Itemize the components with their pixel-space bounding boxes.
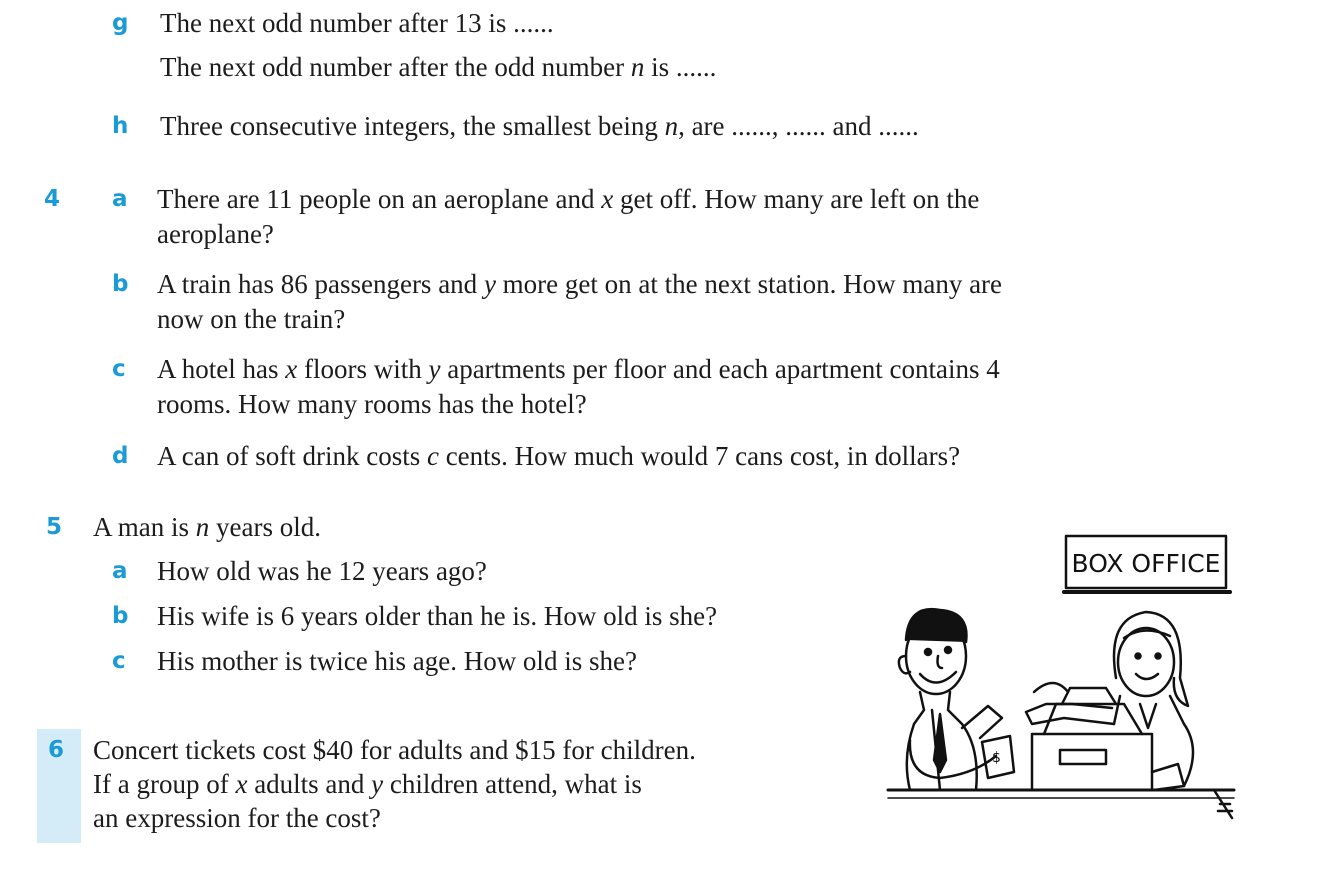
q4a-var: x (601, 184, 614, 214)
q4b-line1 (157, 268, 1002, 300)
q4c-pre: A hotel has (157, 354, 286, 384)
q3g-line2-var: n (630, 52, 645, 82)
woman-head (1118, 628, 1174, 696)
q3h-label: h (112, 113, 129, 139)
q6-var1: x (235, 769, 248, 799)
q3h-var: n (664, 111, 679, 141)
q3g-label: g (112, 10, 129, 36)
q5a-text: How old was he 12 years ago? (157, 556, 487, 586)
q5-stem-var: n (195, 512, 210, 542)
q6-number: 6 (48, 737, 65, 763)
q4d-post: cents. How much would 7 cans cost, in dollars? (438, 441, 961, 471)
box-office-cartoon (884, 528, 1240, 832)
q4d-label: d (112, 443, 129, 469)
q4c-line1 (157, 353, 1000, 385)
ticket-text: $ (992, 750, 1001, 766)
q4d-text (157, 440, 960, 472)
q4c-mid: floors with (297, 354, 429, 384)
q5-stem-post: years old. (209, 512, 321, 542)
q5-stem-pre: A man is (93, 512, 196, 542)
q4c-line2: rooms. How many rooms has the hotel? (157, 389, 587, 419)
q6-line2-mid: adults and (247, 769, 372, 799)
q4a-pre: There are 11 people on an aeroplane and (157, 184, 602, 214)
box-office-sign-text: BOX OFFICE (1071, 549, 1221, 578)
q4b-pre: A train has 86 passengers and (157, 269, 484, 299)
q3g-line2-pre: The next odd number after the odd number (160, 52, 631, 82)
q4d-var: c (426, 441, 439, 471)
q3h-text (160, 110, 919, 142)
q4b-post: more get on at the next station. How many are (495, 269, 1003, 299)
q4a-line2: aeroplane? (157, 219, 274, 249)
q5a-label: a (112, 558, 128, 584)
q4b-var: y (483, 269, 496, 299)
q5b-label: b (112, 603, 129, 629)
q5-stem (93, 511, 321, 543)
q4-number: 4 (44, 186, 61, 212)
q4c-label: c (112, 356, 126, 382)
q4d-pre: A can of soft drink costs (157, 441, 427, 471)
q3g-line2 (160, 51, 716, 83)
q4b-label: b (112, 271, 129, 297)
q4a-post: get off. How many are left on the (613, 184, 980, 214)
q3h-pre: Three consecutive integers, the smallest being (160, 111, 665, 141)
q4c-var1: x (285, 354, 298, 384)
q4c-var2: y (428, 354, 441, 384)
q4b-line2: now on the train? (157, 304, 346, 334)
q5c-label: c (112, 648, 126, 674)
q6-line2-post: children attend, what is (383, 769, 642, 799)
q6-line2-pre: If a group of (93, 769, 236, 799)
q3g-line2-post: is ...... (644, 52, 717, 82)
q6-var2: y (371, 769, 384, 799)
q3g-line1: The next odd number after 13 is ...... (160, 8, 554, 38)
q4a-label: a (112, 186, 128, 212)
q6-line3: an expression for the cost? (93, 803, 381, 833)
q6-line2 (93, 768, 642, 800)
q5-number: 5 (46, 514, 63, 540)
q6-line1: Concert tickets cost $40 for adults and $15 for children. (93, 735, 696, 765)
q4c-post: apartments per floor and each apartment contains 4 (440, 354, 1000, 384)
q5c-text: His mother is twice his age. How old is she? (157, 646, 637, 676)
q4a-line1 (157, 183, 979, 215)
q3h-post: , are ......, ...... and ...... (678, 111, 919, 141)
q5b-text: His wife is 6 years older than he is. How old is she? (157, 601, 718, 631)
